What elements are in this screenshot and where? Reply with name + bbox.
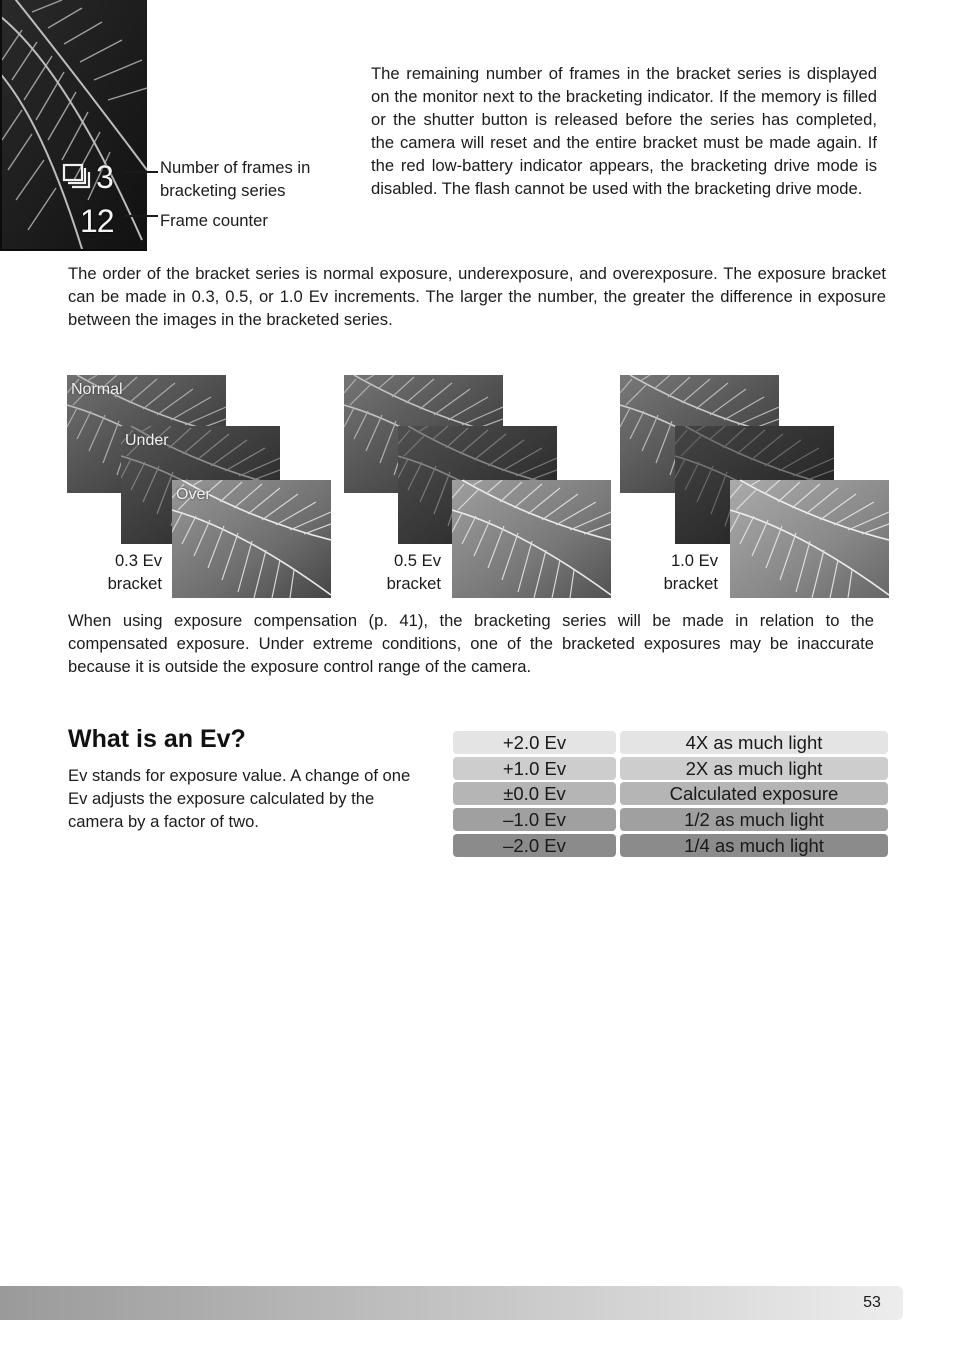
bracket-label-line1: 0.3 Ev <box>114 551 162 570</box>
palm-leaf-photo <box>2 0 147 249</box>
ev-meaning-cell: 1/2 as much light <box>620 808 888 831</box>
palm-leaf-photo <box>730 480 889 598</box>
bracket-drive-icon <box>60 162 94 192</box>
photo-label-over: Over <box>176 486 211 503</box>
page-number: 53 <box>863 1294 881 1311</box>
ev-description: Ev stands for exposure value. A change of one Ev adjusts the exposure calculated by the camera by a factor of two. <box>68 766 411 831</box>
bracket-label-0-3 <box>92 549 162 595</box>
ev-value-cell: +2.0 Ev <box>453 731 616 754</box>
bracket-label-line2: bracket <box>386 574 441 593</box>
ev-meaning-cell: 2X as much light <box>620 757 888 780</box>
intro-paragraph: The remaining number of frames in the bracket series is displayed on the monitor next to the bracketing indicator. If the memory is filled or the shutter button is released before the series has completed, the camera will reset and the entire bracket must be made again. If the red low-battery indicator appears, the bracketing drive mode is disabled. The flash cannot be used with the bracketing drive mode. <box>371 64 877 198</box>
palm-leaf-photo <box>452 480 611 598</box>
callout-counter-label: Frame counter <box>160 211 268 230</box>
callout-line-frames <box>124 171 158 173</box>
bracket-label-1-0 <box>648 549 718 595</box>
ev-meaning-cell: 1/4 as much light <box>620 834 888 857</box>
ev-value-cell: –1.0 Ev <box>453 808 616 831</box>
bracket-photo-over <box>730 480 889 598</box>
ev-value-cell: +1.0 Ev <box>453 757 616 780</box>
ev-meaning-cell: 4X as much light <box>620 731 888 754</box>
callout-frames-line1: Number of frames in <box>160 158 311 177</box>
callout-line-counter <box>124 215 158 217</box>
section-heading: What is an Ev? <box>68 725 246 753</box>
callout-frames-line2: bracketing series <box>160 181 286 200</box>
bracket-label-line2: bracket <box>663 574 718 593</box>
bracket-photo-over <box>172 480 331 598</box>
ev-value-cell: ±0.0 Ev <box>453 782 616 805</box>
photo-label-under: Under <box>125 432 169 449</box>
frames-remaining-value: 3 <box>96 159 113 195</box>
bracket-label-line1: 0.5 Ev <box>393 551 441 570</box>
footer-bar <box>0 1286 903 1320</box>
frame-counter-value: 12 <box>80 203 114 239</box>
callout-frames-label <box>160 156 310 202</box>
compensation-paragraph: When using exposure compensation (p. 41), the bracketing series will be made in relation to the compensated exposure. Under extreme conditions, one of the bracketed exposures may be inaccurate because it is outside the exposure control range of the camera. <box>68 611 874 676</box>
monitor-display-image <box>0 0 147 251</box>
bracket-label-line1: 1.0 Ev <box>670 551 718 570</box>
bracket-label-line2: bracket <box>107 574 162 593</box>
photo-label-normal: Normal <box>71 381 123 398</box>
order-paragraph: The order of the bracket series is normal exposure, underexposure, and overexposure. The exposure bracket can be made in 0.3, 0.5, or 1.0 Ev increments. The larger the number, the greater the difference in exposure between the images in the bracketed series. <box>68 264 886 329</box>
ev-value-cell: –2.0 Ev <box>453 834 616 857</box>
bracket-label-0-5 <box>371 549 441 595</box>
bracket-photo-over <box>452 480 611 598</box>
ev-meaning-cell: Calculated exposure <box>620 782 888 805</box>
